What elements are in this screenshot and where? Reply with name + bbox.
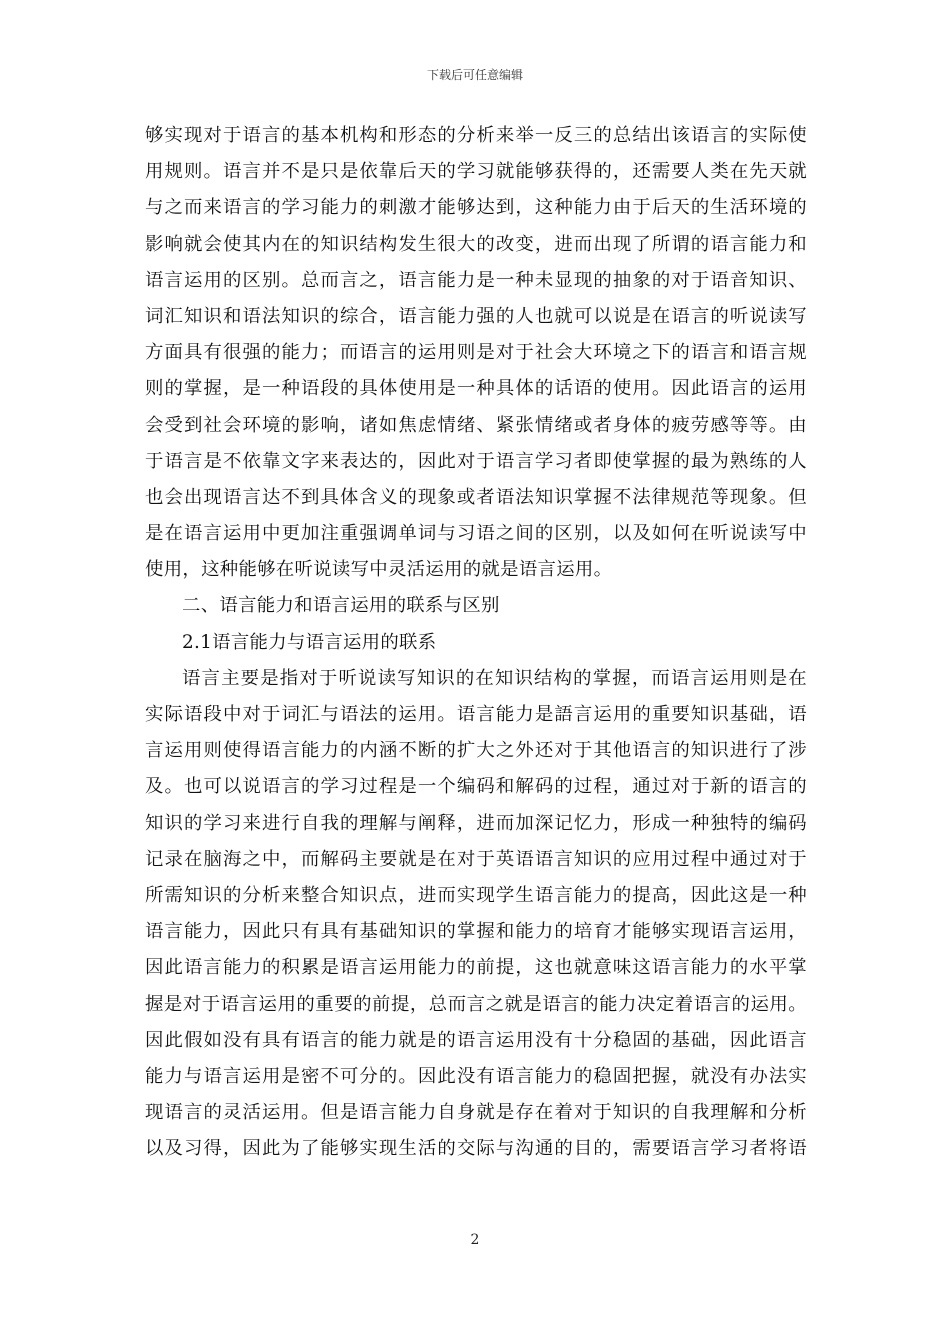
text-line: 词汇知识和语法知识的综合，语言能力强的人也就可以说是在语言的听说读写 (145, 305, 807, 327)
text-line: 与之而来语言的学习能力的刺激才能够达到，这种能力由于后天的生活环境的 (145, 197, 807, 219)
text-line: 言运用则使得语言能力的内涵不断的扩大之外还对于其他语言的知识进行了涉 (145, 740, 807, 762)
text-line: 知识的学习来进行自我的理解与阐释，进而加深记忆力，形成一种独特的编码 (145, 812, 807, 834)
text-line: 则的掌握，是一种语段的具体使用是一种具体的话语的使用。因此语言的运用 (145, 378, 807, 400)
text-line: 是在语言运用中更加注重强调单词与习语之间的区别，以及如何在听说读写中 (145, 523, 807, 545)
document-body (145, 118, 807, 1167)
paragraph-2 (145, 661, 807, 1168)
text-line: 能力与语言运用是密不可分的。因此没有语言能力的稳固把握，就没有办法实 (145, 1065, 807, 1087)
text-line: 于语言是不依靠文字来表达的，因此对于语言学习者即使掌握的最为熟练的人 (145, 450, 807, 472)
text-line: 会受到社会环境的影响，诸如焦虑情绪、紧张情绪或者身体的疲劳感等等。由 (145, 414, 807, 436)
text-line: 握是对于语言运用的重要的前提，总而言之就是语言的能力决定着语言的运用。 (145, 993, 807, 1015)
text-line: 语言运用的区别。总而言之，语言能力是一种未显现的抽象的对于语音知识、 (145, 269, 807, 291)
text-line: 现语言的灵活运用。但是语言能力自身就是存在着对于知识的自我理解和分析 (145, 1102, 807, 1124)
page-number: 2 (470, 1232, 480, 1248)
text-line: 实际语段中对于词汇与语法的运用。语言能力是語言运用的重要知识基础，语 (145, 704, 807, 725)
text-line: 也会出现语言达不到具体含义的现象或者语法知识掌握不法律规范等现象。但 (145, 486, 807, 508)
paragraph-1 (145, 118, 807, 588)
text-line: 所需知识的分析来整合知识点，进而实现学生语言能力的提高，因此这是一种 (145, 884, 807, 906)
text-line: 因此假如没有具有语言的能力就是的语言运用没有十分稳固的基础，因此语言 (145, 1029, 807, 1051)
text-line: 及。也可以说语言的学习过程是一个编码和解码的过程，通过对于新的语言的 (145, 776, 807, 798)
text-line: 用规则。语言并不是只是依靠后天的学习就能够获得的，还需要人类在先天就 (145, 161, 807, 183)
text-line: 够实现对于语言的基本机构和形态的分析来举一反三的总结出该语言的实际使 (145, 125, 807, 146)
text-line: 使用，这种能够在听说读写中灵活运用的就是语言运用。 (145, 559, 613, 581)
subsection-heading: 2.1语言能力与语言运用的联系 (182, 631, 437, 653)
page-header: 下载后可任意编辑 (426, 68, 523, 82)
section-heading: 二、语言能力和语言运用的联系与区别 (182, 595, 500, 617)
text-line: 方面具有很强的能力；而语言的运用则是对于社会大环境之下的语言和语言规 (145, 342, 807, 364)
text-line: 语言能力，因此只有具有基础知识的掌握和能力的培育才能够实现语言运用， (145, 921, 807, 943)
text-line: 记录在脑海之中，而解码主要就是在对于英语语言知识的应用过程中通过对于 (145, 848, 807, 870)
text-line: 以及习得，因此为了能够实现生活的交际与沟通的目的，需要语言学习者将语 (145, 1138, 807, 1160)
text-line: 语言主要是指对于听说读写知识的在知识结构的掌握，而语言运用则是在 (182, 667, 807, 689)
text-line: 因此语言能力的积累是语言运用能力的前提，这也就意味这语言能力的水平掌 (145, 957, 807, 979)
text-line: 影响就会使其内在的知识结构发生很大的改变，进而出现了所谓的语言能力和 (145, 233, 807, 255)
